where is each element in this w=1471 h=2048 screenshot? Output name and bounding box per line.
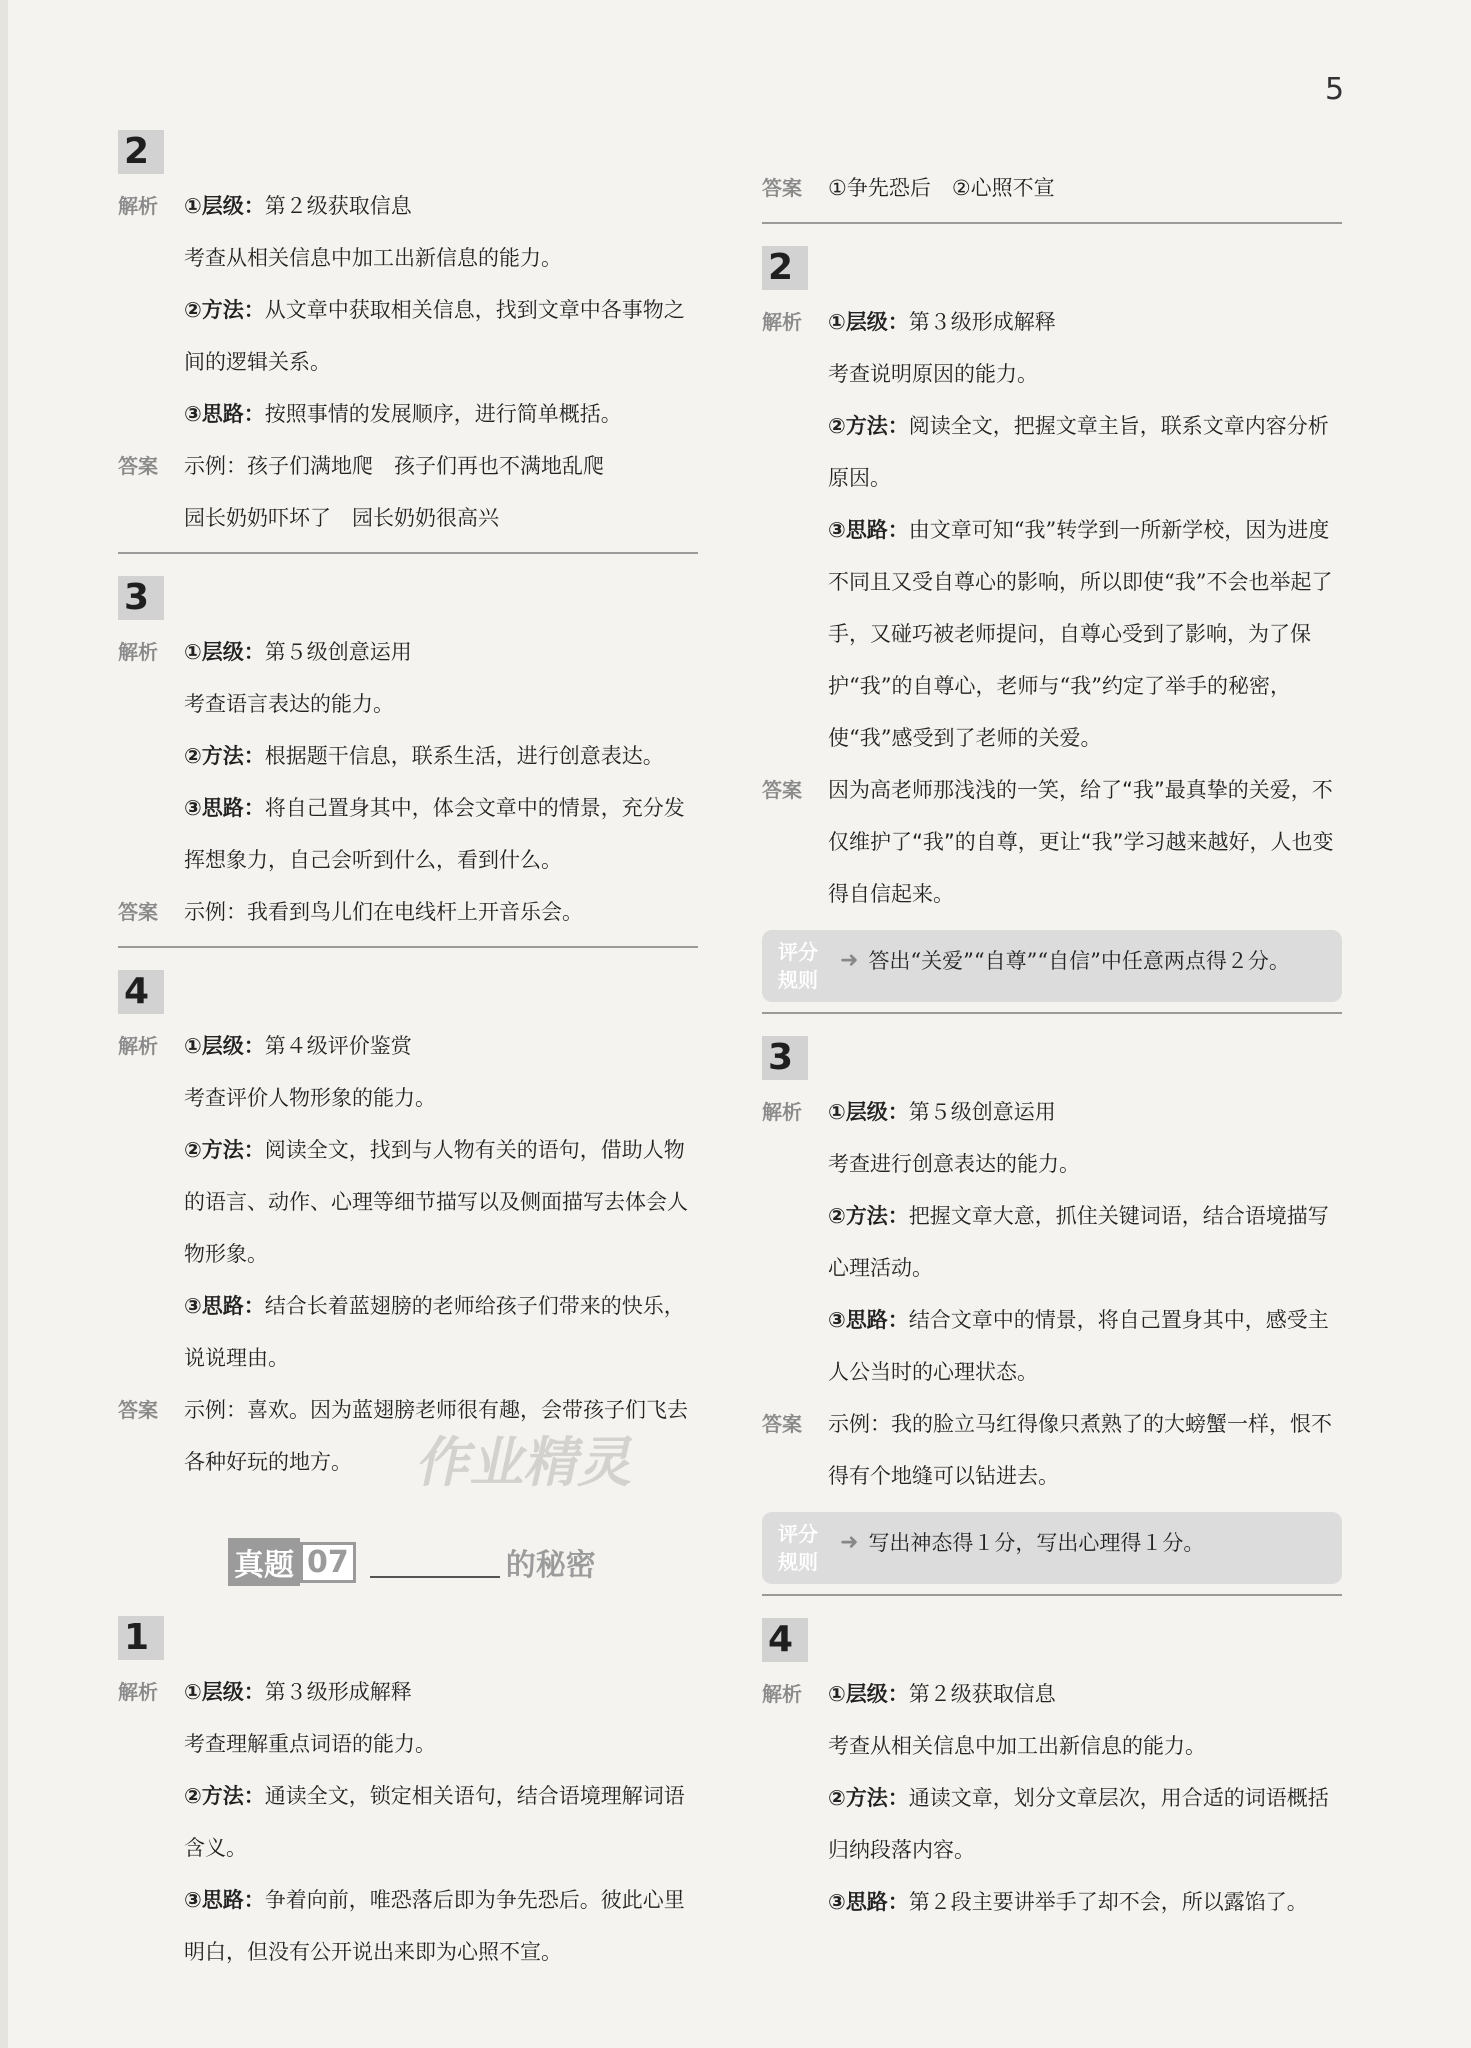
answer-tag: 答案: [118, 1398, 158, 1422]
analysis-tag: 解析: [762, 1682, 802, 1706]
scoring-box: 评分规则 ➜ 写出神态得１分，写出心理得１分。: [762, 1512, 1342, 1584]
section-title: 真题 07 的秘密: [228, 1538, 698, 1586]
right-column: [762, 162, 1342, 1942]
analysis-tag: 解析: [118, 194, 158, 218]
left-column: [118, 130, 698, 1992]
analysis-tag: 解析: [118, 640, 158, 664]
answer-tag: 答案: [118, 454, 158, 478]
left-question-3: 3 解析 ①层级：第５级创意运用 考查语言表达的能力。 ②方法：根据题干信息，联系生活，进行创意表达。 ③思路：将自己置身其中，体会文章中的情景，充分发挥想象力，自己会听到什么，看到什么。 答案 示例：我看到鸟儿们在电线杆上开音乐会。: [118, 576, 698, 948]
analysis-tag: 解析: [118, 1034, 158, 1058]
scoring-box: 评分规则 ➜ 答出“关爱”“自尊”“自信”中任意两点得２分。: [762, 930, 1342, 1002]
answer-tag: 答案: [118, 900, 158, 924]
question-number: 1: [118, 1616, 164, 1660]
right-question-3: 3 解析 ①层级：第５级创意运用 考查进行创意表达的能力。 ②方法：把握文章大意，抓住关键词语，结合语境描写心理活动。 ③思路：结合文章中的情景，将自己置身其中，感受主人公当时的心理状态。 答案 示例：我的脸立马红得像只煮熟了的大螃蟹一样，恨不得有个地缝可以钻进去。 评分规则 ➜ 写出神态得１分，写出心理得１分。: [762, 1036, 1342, 1596]
answer-tag: 答案: [762, 176, 802, 200]
divider: [118, 946, 698, 948]
divider: [118, 552, 698, 554]
left-question-4: 4 解析 ①层级：第４级评价鉴赏 考查评价人物形象的能力。 ②方法：阅读全文，找到与人物有关的语句，借助人物的语言、动作、心理等细节描写以及侧面描写去体会人物形象。 ③思路：结合长着蓝翅膀的老师给孩子们带来的快乐，说说理由。 答案 示例：喜欢。因为蓝翅膀老师很有趣，会带孩子们飞去各种好玩的地方。: [118, 971, 688, 1474]
question-number: 2: [762, 246, 808, 290]
analysis-tag: 解析: [118, 1680, 158, 1704]
answer-tag: 答案: [762, 778, 802, 802]
top-answer: 答案 ①争先恐后 ②心照不宣: [762, 162, 1342, 214]
analysis-tag: 解析: [762, 310, 802, 334]
divider: [762, 1012, 1342, 1014]
question-number: 4: [118, 970, 164, 1014]
question-number: 2: [118, 130, 164, 174]
watermark: 作业精灵: [412, 1431, 642, 1494]
arrow-icon: ➜: [840, 948, 859, 973]
title-blank: [370, 1546, 500, 1578]
question-number: 3: [762, 1036, 808, 1080]
right-question-2: 2 解析 ①层级：第３级形成解释 考查说明原因的能力。 ②方法：阅读全文，把握文章主旨，联系文章内容分析原因。 ③思路：由文章可知“我”转学到一所新学校，因为进度不同且又受自尊心的影响，所以即使“我”不会也举起了手，又碰巧被老师提问，自尊心受到了影响，为了保护“我”的自尊心，老师与“我”约定了举手的秘密，使“我”感受到了老师的关爱。 答案 因为高老师那浅浅的一笑，给了“我”最真挚的关爱，不仅维护了“我”的自尊，更让“我”学习越来越好，人也变得自信起来。 评分规则 ➜ 答出“关爱”“自尊”“自信”中任意两点得２分。: [762, 246, 1342, 1014]
analysis-tag: 解析: [762, 1100, 802, 1124]
question-number: 3: [118, 576, 164, 620]
arrow-icon: ➜: [840, 1530, 859, 1555]
divider: [762, 222, 1342, 224]
divider: [762, 1594, 1342, 1596]
left-question-2: 2 解析 ①层级：第２级获取信息 考查从相关信息中加工出新信息的能力。 ②方法：从文章中获取相关信息，找到文章中各事物之间的逻辑关系。 ③思路：按照事情的发展顺序，进行简单概括。 答案 示例：孩子们满地爬 孩子们再也不满地乱爬 园长奶奶吓坏了 园长奶奶很高兴: [118, 130, 698, 554]
question-number: 4: [762, 1618, 808, 1662]
page-number: 5: [1325, 72, 1345, 107]
answer-tag: 答案: [762, 1412, 802, 1436]
right-question-4: 4 解析 ①层级：第２级获取信息 考查从相关信息中加工出新信息的能力。 ②方法：通读文章，划分文章层次，用合适的词语概括归纳段落内容。 ③思路：第２段主要讲举手了却不会，所以露馅了。: [762, 1619, 1329, 1914]
scoring-tag: 评分规则: [778, 1522, 818, 1574]
page-edge: [0, 0, 8, 2048]
scoring-tag: 评分规则: [778, 940, 818, 992]
left-question-1: 1 解析 ①层级：第３级形成解释 考查理解重点词语的能力。 ②方法：通读全文，锁定相关语句，结合语境理解词语含义。 ③思路：争着向前，唯恐落后即为争先恐后。彼此心里明白，但没有公开说出来即为心照不宣。: [118, 1617, 685, 1964]
